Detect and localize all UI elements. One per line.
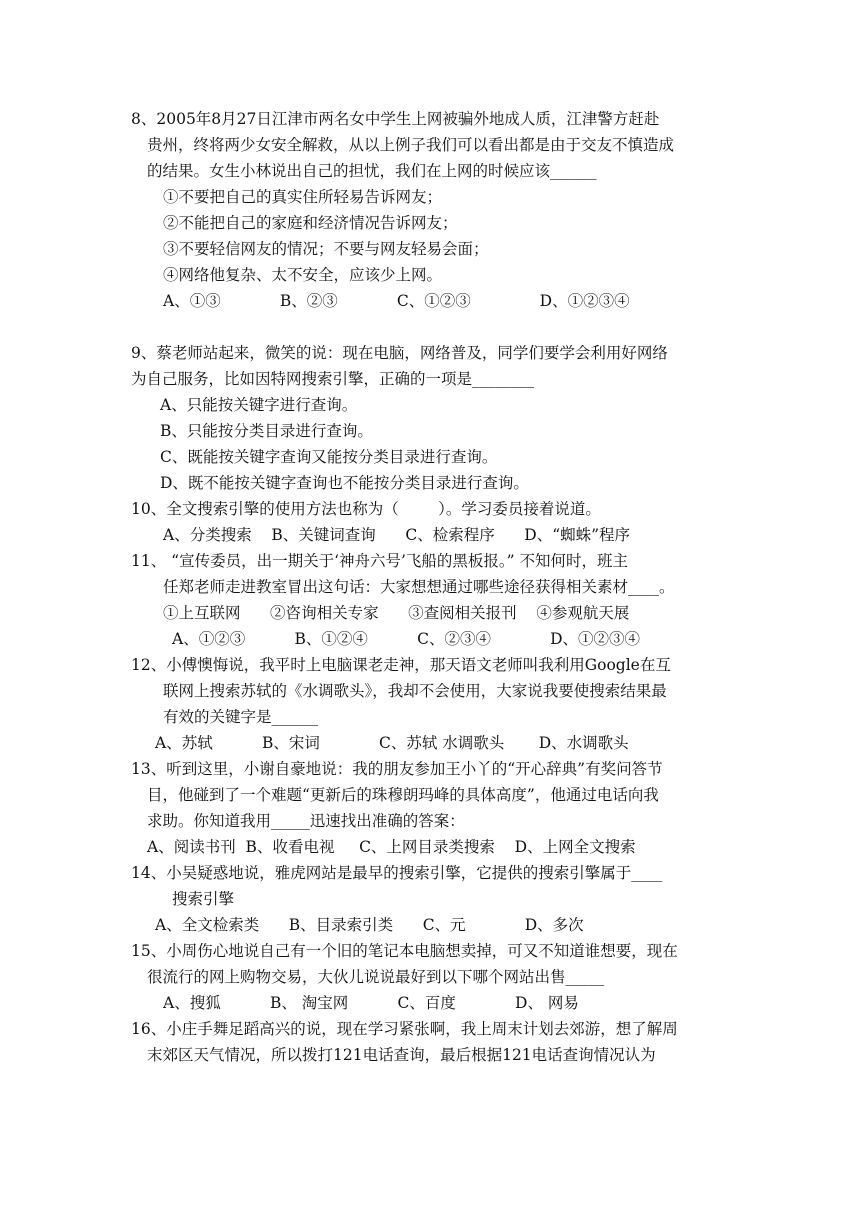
q16-line-1: 16、小庄手舞足蹈高兴的说，现在学习紧张啊，我上周末计划去郊游，想了解周 <box>131 1020 678 1038</box>
q8-line-1: 8、2005年8月27日江津市两名女中学生上网被骗外地成人质，江津警方赶赴 <box>131 110 660 128</box>
q13-line-1: 13、听到这里，小谢自豪地说：我的朋友参加王小丫的“开心辞典”有奖问答节 <box>131 760 663 778</box>
q11-line-2: 任郑老师走进教室冒出这句话：大家想想通过哪些途径获得相关素材____。 <box>163 578 675 596</box>
q11-options: A、①②③ B、①②④ C、②③④ D、①②③④ <box>172 630 641 648</box>
q8-options: A、①③ B、②③ C、①②③ D、①②③④ <box>163 292 630 310</box>
q9-line-1: 9、蔡老师站起来，微笑的说：现在电脑，网络普及，同学们要学会利用好网络 <box>131 344 668 362</box>
q12-line-2: 联网上搜索苏轼的《水调歌头》，我却不会使用，大家说我要使搜索结果最 <box>163 682 667 700</box>
q15-line-1: 15、小周伤心地说自己有一个旧的笔记本电脑想卖掉，可又不知道谁想要，现在 <box>131 942 678 960</box>
q12-line-1: 12、小傅懊悔说，我平时上电脑课老走神，那天语文老师叫我利用Google在互 <box>131 656 671 674</box>
q8-statement-1: ①不要把自己的真实住所轻易告诉网友； <box>163 188 443 206</box>
q13-line-2: 目，他碰到了一个难题“更新后的珠穆朗玛峰的具体高度”，他通过电话向我 <box>147 786 659 804</box>
q9-option-c: C、既能按关键字查询又能按分类目录进行查询。 <box>160 448 498 466</box>
q13-options: A、阅读书刊 B、收看电视 C、上网目录类搜索 D、上网全文搜索 <box>147 838 636 856</box>
q12-line-3: 有效的关键字是______ <box>163 708 319 726</box>
q10-line-1: 10、全文搜索引擎的使用方法也称为（ ）。学习委员接着说道。 <box>131 500 601 518</box>
q8-statement-2: ②不能把自己的家庭和经济情况告诉网友； <box>163 214 458 232</box>
q9-line-2: 为自己服务，比如因特网搜索引擎，正确的一项是________ <box>131 370 535 388</box>
q13-line-3: 求助。你知道我用_____迅速找出准确的答案： <box>147 812 465 830</box>
q11-line-1: 11、 “宣传委员，出一期关于‘神舟六号’飞船的黑板报。” 不知何时，班主 <box>131 552 629 570</box>
q14-line-1: 14、小吴疑惑地说，雅虎网站是最早的搜索引擎，它提供的搜索引擎属于____ <box>131 864 663 882</box>
q12-options: A、苏轼 B、宋词 C、苏轼 水调歌头 D、水调歌头 <box>155 734 629 752</box>
q14-options: A、全文检索类 B、目录索引类 C、元 D、多次 <box>155 916 584 934</box>
q15-line-2: 很流行的网上购物交易，大伙儿说说最好到以下哪个网站出售_____ <box>147 968 605 986</box>
q10-options: A、分类搜索 B、关键词查询 C、检索程序 D、“蜘蛛”程序 <box>163 526 631 544</box>
q16-line-2: 末郊区天气情况，所以拨打121电话查询，最后根据121电话查询情况认为 <box>147 1046 656 1064</box>
q11-choices: ①上互联网 ②咨询相关专家 ③查阅相关报刊 ④参观航天展 <box>163 604 630 622</box>
q9-option-d: D、既不能按关键字查询也不能按分类目录进行查询。 <box>160 474 529 492</box>
q9-option-b: B、只能按分类目录进行查询。 <box>160 422 373 440</box>
q8-line-3: 的结果。女生小林说出自己的担忧，我们在上网的时候应该______ <box>147 162 597 180</box>
q8-statement-4: ④网络他复杂、太不安全，应该少上网。 <box>163 266 443 284</box>
q8-statement-3: ③不要轻信网友的情况；不要与网友轻易会面； <box>163 240 489 258</box>
q15-options: A、搜狐 B、 淘宝网 C、百度 D、 网易 <box>163 994 579 1012</box>
q8-line-2: 贵州，终将两少女安全解救，从以上例子我们可以看出都是由于交友不慎造成 <box>147 136 675 154</box>
q9-option-a: A、只能按关键字进行查询。 <box>160 396 358 414</box>
q14-line-2: 搜索引擎 <box>172 890 235 908</box>
